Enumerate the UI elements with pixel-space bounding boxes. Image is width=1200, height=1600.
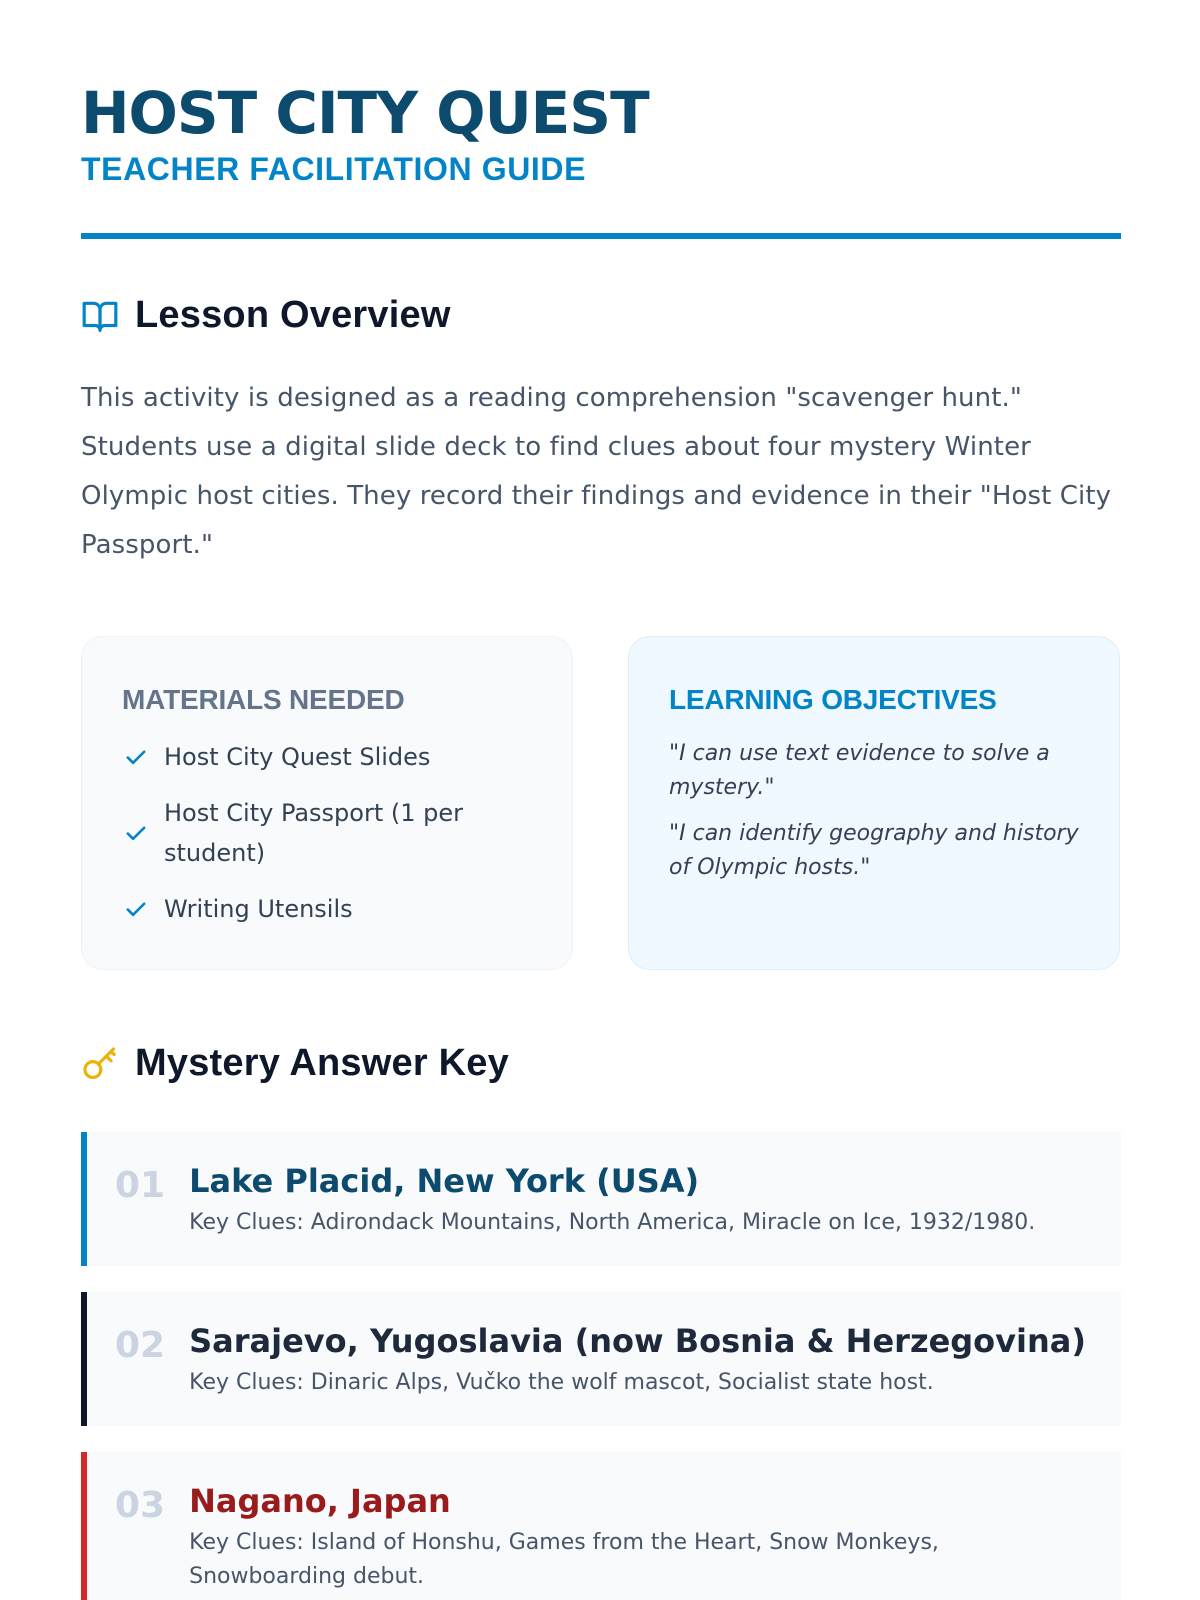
- answer-row: [81, 1292, 1121, 1426]
- objective-text: "I can use text evidence to solve a mystery.": [669, 740, 1050, 800]
- answer-clues: Key Clues: Adirondack Mountains, North America, Miracle on Ice, 1932/1980.: [189, 1210, 1036, 1236]
- objective-text: "I can identify geography and history of Olympic hosts.": [669, 820, 1079, 880]
- book-open-icon: [81, 297, 119, 335]
- answer-row: [81, 1132, 1121, 1266]
- header-divider: [81, 233, 1121, 239]
- answer-clues: Key Clues: Island of Honshu, Games from the Heart, Snow Monkeys, Snowboarding debut.: [189, 1530, 939, 1590]
- material-label: Writing Utensils: [164, 894, 353, 923]
- answer-city: Nagano, Japan: [189, 1482, 451, 1520]
- overview-heading-label: Lesson Overview: [135, 294, 451, 336]
- materials-heading: MATERIALS NEEDED: [122, 684, 405, 715]
- answer-number: 01: [115, 1165, 166, 1206]
- answer-key-heading-label: Mystery Answer Key: [135, 1042, 509, 1084]
- answer-city: Lake Placid, New York (USA): [189, 1162, 700, 1200]
- overview-heading: [81, 294, 451, 337]
- key-icon: [81, 1045, 119, 1083]
- answer-key-heading: [81, 1042, 509, 1085]
- answer-number: 03: [115, 1485, 166, 1526]
- answer-body: [189, 1162, 1035, 1240]
- objectives-card: [628, 636, 1120, 970]
- answer-clues: Key Clues: Dinaric Alps, Vučko the wolf mascot, Socialist state host.: [189, 1370, 934, 1396]
- material-label: Host City Passport (1 per student): [164, 798, 464, 867]
- answer-body: [189, 1322, 1086, 1400]
- materials-list: [122, 737, 532, 929]
- overview-text: This activity is designed as a reading comprehension "scavenger hunt." Students use a digital slide deck to find clues about four mystery Winter Olympic host cities. They record their findings and evidence in their "Host City Passport.": [81, 383, 1112, 560]
- check-icon: [122, 743, 150, 771]
- answer-row: [81, 1452, 1121, 1600]
- answer-number: 02: [115, 1325, 166, 1366]
- list-item: [122, 737, 532, 777]
- list-item: [122, 889, 532, 929]
- page-title: HOST CITY QUEST: [81, 79, 649, 147]
- check-icon: [122, 819, 150, 847]
- list-item: [122, 793, 532, 873]
- page-subtitle: TEACHER FACILITATION GUIDE: [81, 151, 587, 187]
- material-label: Host City Quest Slides: [164, 742, 431, 771]
- answer-body: [189, 1482, 1093, 1590]
- materials-card: [81, 636, 573, 970]
- objectives-heading: LEARNING OBJECTIVES: [669, 684, 997, 715]
- check-icon: [122, 895, 150, 923]
- answer-city: Sarajevo, Yugoslavia (now Bosnia & Herzegovina): [189, 1322, 1086, 1360]
